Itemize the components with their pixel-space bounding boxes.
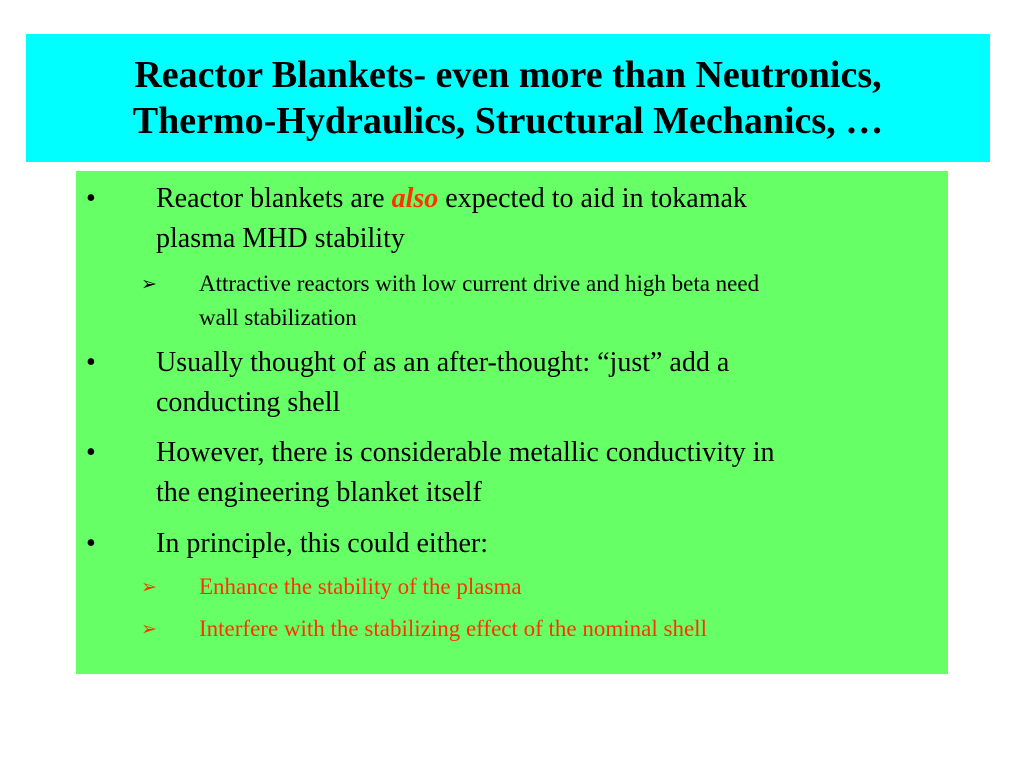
title-line-2: Thermo-Hydraulics, Structural Mechanics, … [132, 100, 884, 142]
bullet-1-text-post: expected to aid in tokamak [438, 183, 747, 214]
slide-title [26, 34, 990, 162]
sub-item-1-line-1: Attractive reactors with low current drive and high beta need [199, 271, 760, 296]
bullet-2-line-2: conducting shell [156, 387, 341, 418]
bullet-4-line-1: In principle, this could either: [156, 528, 489, 559]
sub-item-1-line-2: wall stabilization [199, 305, 357, 330]
sub-item-2-line-1: Enhance the stability of the plasma [199, 574, 522, 599]
arrow-bullet-icon: ➢ [141, 273, 157, 295]
bullet-3-line-2: the engineering blanket itself [156, 477, 482, 508]
sub-item-3-line-1: Interfere with the stabilizing effect of the nominal shell [199, 616, 707, 641]
bullet-1-text-pre: Reactor blankets are [156, 183, 392, 214]
content-box [76, 171, 948, 674]
sub-item-2 [141, 570, 522, 604]
bullet-item-3 [86, 433, 775, 513]
bullet-2-line-1: Usually thought of as an after-thought: “just” add a [156, 347, 730, 378]
bullet-marker: • [86, 183, 96, 214]
bullet-1-emphasis: also [391, 183, 439, 214]
arrow-bullet-icon: ➢ [141, 576, 157, 598]
bullet-1-line-2: plasma MHD stability [156, 223, 405, 254]
bullet-item-2 [86, 343, 730, 423]
bullet-marker: • [86, 528, 96, 559]
sub-item-1 [141, 267, 760, 335]
bullet-3-line-1: However, there is considerable metallic conductivity in [156, 437, 775, 468]
bullet-1-line-1 [156, 179, 747, 219]
bullet-item-1 [86, 179, 747, 259]
bullet-item-4 [86, 524, 489, 564]
bullet-marker: • [86, 437, 96, 468]
arrow-bullet-icon: ➢ [141, 618, 157, 640]
bullet-marker: • [86, 347, 96, 378]
sub-item-3 [141, 612, 707, 646]
title-line-1: Reactor Blankets- even more than Neutronics, [134, 54, 882, 96]
